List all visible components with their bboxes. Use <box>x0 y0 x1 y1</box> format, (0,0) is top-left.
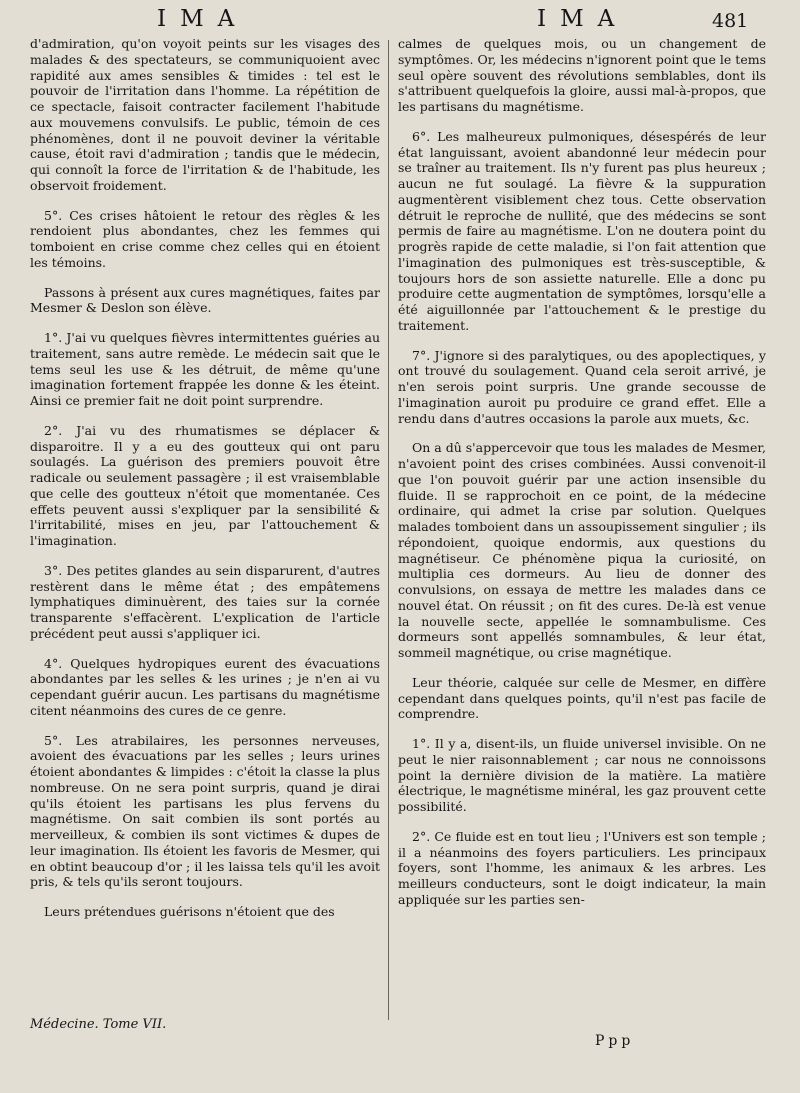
paragraph: 4°. Quelques hydropiques eurent des évacuations abondantes par les selles & les urines ; je n'en ai vu cependant guérir aucun. Les partisans du magnétisme citent néanmoins des cures de ce genre. <box>30 655 380 718</box>
paragraph: 5°. Les atrabilaires, les personnes nerveuses, avoient des évacuations par les selles ; leurs urines étoient abondantes & limpides : c'étoit la classe la plus nombreuse. On ne sera point surpris, quand je dirai qu'ils étoient les partisans les plus fervens du magnétisme. On sait combien ils sont portés au merveilleux, & combien ils sont victimes & dupes de leur imagination. Ils étoient les favoris de Mesmer, qui en obtint beaucoup d'or ; il les laissa tels qu'il les avoit pris, & tels qu'ils seront toujours. <box>30 732 380 890</box>
paragraph: Passons à présent aux cures magnétiques, faites par Mesmer & Deslon son élève. <box>30 284 380 316</box>
page-number: 481 <box>712 10 749 32</box>
paragraph: 3°. Des petites glandes au sein disparurent, d'autres restèrent dans le même état ; des empâtemens lymphatiques diminuèrent, des taies sur la cornée transparente s'effacèrent. L'explication de l'article précédent peut aussi s'appliquer ici. <box>30 562 380 641</box>
paragraph: 6°. Les malheureux pulmoniques, désespérés de leur état languissant, avoient abandonné leur médecin pour se traîner au traitement. Ils n'y furent pas plus heureux ; aucun ne fut soulagé. La fièvre & la suppuration augmentèrent visiblement chez tous. Cette observation détruit le reproche de nullité, que des médecins se sont permis de faire au magnétisme. L'on ne doutera point du progrès rapide de cette maladie, si l'on fait attention que l'imagination des pulmoniques est très-susceptible, & toujours hors de son assiette naturelle. Elle a donc pu produire cette augmentation de symptômes, lorsqu'elle a été aiguillonnée par l'attouchement & le prestige du traitement. <box>398 128 766 333</box>
paragraph: Leurs prétendues guérisons n'étoient que des <box>44 904 335 919</box>
paragraph: Leur théorie, calquée sur celle de Mesmer, en diffère cependant dans quelques points, qu'il n'est pas facile de comprendre. <box>398 674 766 722</box>
signature-mark: Ppp <box>595 1033 635 1049</box>
paragraph: 2°. Ce fluide est en tout lieu ; l'Univers est son temple ; il a néanmoins des foyers particuliers. Les principaux foyers, sont l'homme, les animaux & les arbres. Les meilleurs conducteurs, sont le doigt indicateur, la main appliquée sur les parties sen- <box>398 828 766 907</box>
signature-line: Médecine. Tome VII. <box>30 1017 167 1032</box>
column-rule <box>388 40 389 1020</box>
left-column <box>30 36 380 926</box>
paragraph: 1°. Il y a, disent-ils, un fluide universel invisible. On ne peut le nier raisonnablement ; car nous ne connoissons point la dernière division de la matière. La matière électrique, le magnétisme minéral, les gaz prouvent cette possibilité. <box>398 736 766 814</box>
paragraph: 2°. J'ai vu des rhumatismes se déplacer & disparoitre. Il y a eu des goutteux qui ont paru soulagés. La guérison des premiers pouvoit être radicale ou seulement passagère ; il est vraisemblable que celle des goutteux n'étoit que momentanée. Ces effets peuvent aussi s'expliquer par la sensibilité & l'irritabilité, mises en jeu, par l'attouchement & l'imagination. <box>30 422 380 548</box>
running-header <box>0 6 800 36</box>
paragraph: 1°. J'ai vu quelques fièvres intermittentes guéries au traitement, sans autre remède. Le médecin sait que le tems seul les use & les détruit, de même qu'une imagination fortement frappée les donne & les éteint. Ainsi ce premier fait ne doit point surprendre. <box>30 330 380 408</box>
paragraph: On a dû s'appercevoir que tous les malades de Mesmer, n'avoient point des crises combinées. Aussi convenoit-il que l'on pouvoit guérir par une action insensible du fluide. Il se rapprochoit en ce point, de la médecine ordinaire, qui admet la crise par solution. Quelques malades tomboient dans un assoupissement singulier ; ils répondoient, quoique endormis, aux questions du magnétiseur. Ce phénomène piqua la curiosité, on multiplia ces dormeurs. Au lieu de donner des convulsions, on essaya de mettre les malades dans ce nouvel état. On réussit ; on fit des cures. De-là est venue la nouvelle secte, appellée le somnambulisme. Ces dormeurs sont appellés somnambules, & leur état, sommeil magnétique, ou crise magnétique. <box>398 440 766 660</box>
paragraph: 5°. Ces crises hâtoient le retour des règles & les rendoient plus abondantes, chez les femmes qui tomboient en crise comme chez celles qui en étoient les témoins. <box>30 207 380 270</box>
paragraph: 7°. J'ignore si des paralytiques, ou des apoplectiques, y ont trouvé du soulagement. Quand cela seroit arrivé, je n'en serois point surpris. Une grande secousse de l'imagination auroit pu produire ce grand effet. Elle a rendu dans d'autres occasions la parole aux muets, &c. <box>398 347 766 426</box>
header-right-title: IMA <box>537 6 629 32</box>
right-column <box>398 36 766 922</box>
paragraph: d'admiration, qu'on voyoit peints sur les visages des malades & des spectateurs, se communiquoient avec rapidité aux ames sensibles & timides : tel est le pouvoir de l'irritation dans l'homme. La répétition de ce spectacle, faisoit contracter facilement l'habitude aux mouvemens convulsifs. Le public, témoin de ces phénomènes, dont il ne pouvoit deviner la véritable cause, étoit ravi d'admiration ; tandis que le médecin, qui connoît la force de l'irritation & de l'habitude, les observoit froidement. <box>30 36 380 193</box>
header-left-title: IMA <box>157 6 249 32</box>
paragraph: calmes de quelques mois, ou un changement de symptômes. Or, les médecins n'ignorent point que le tems seul opère souvent des révolutions semblables, dont ils s'attribuent quelquefois la gloire, aussi mal-à-propos, que les partisans du magnétisme. <box>398 36 766 114</box>
